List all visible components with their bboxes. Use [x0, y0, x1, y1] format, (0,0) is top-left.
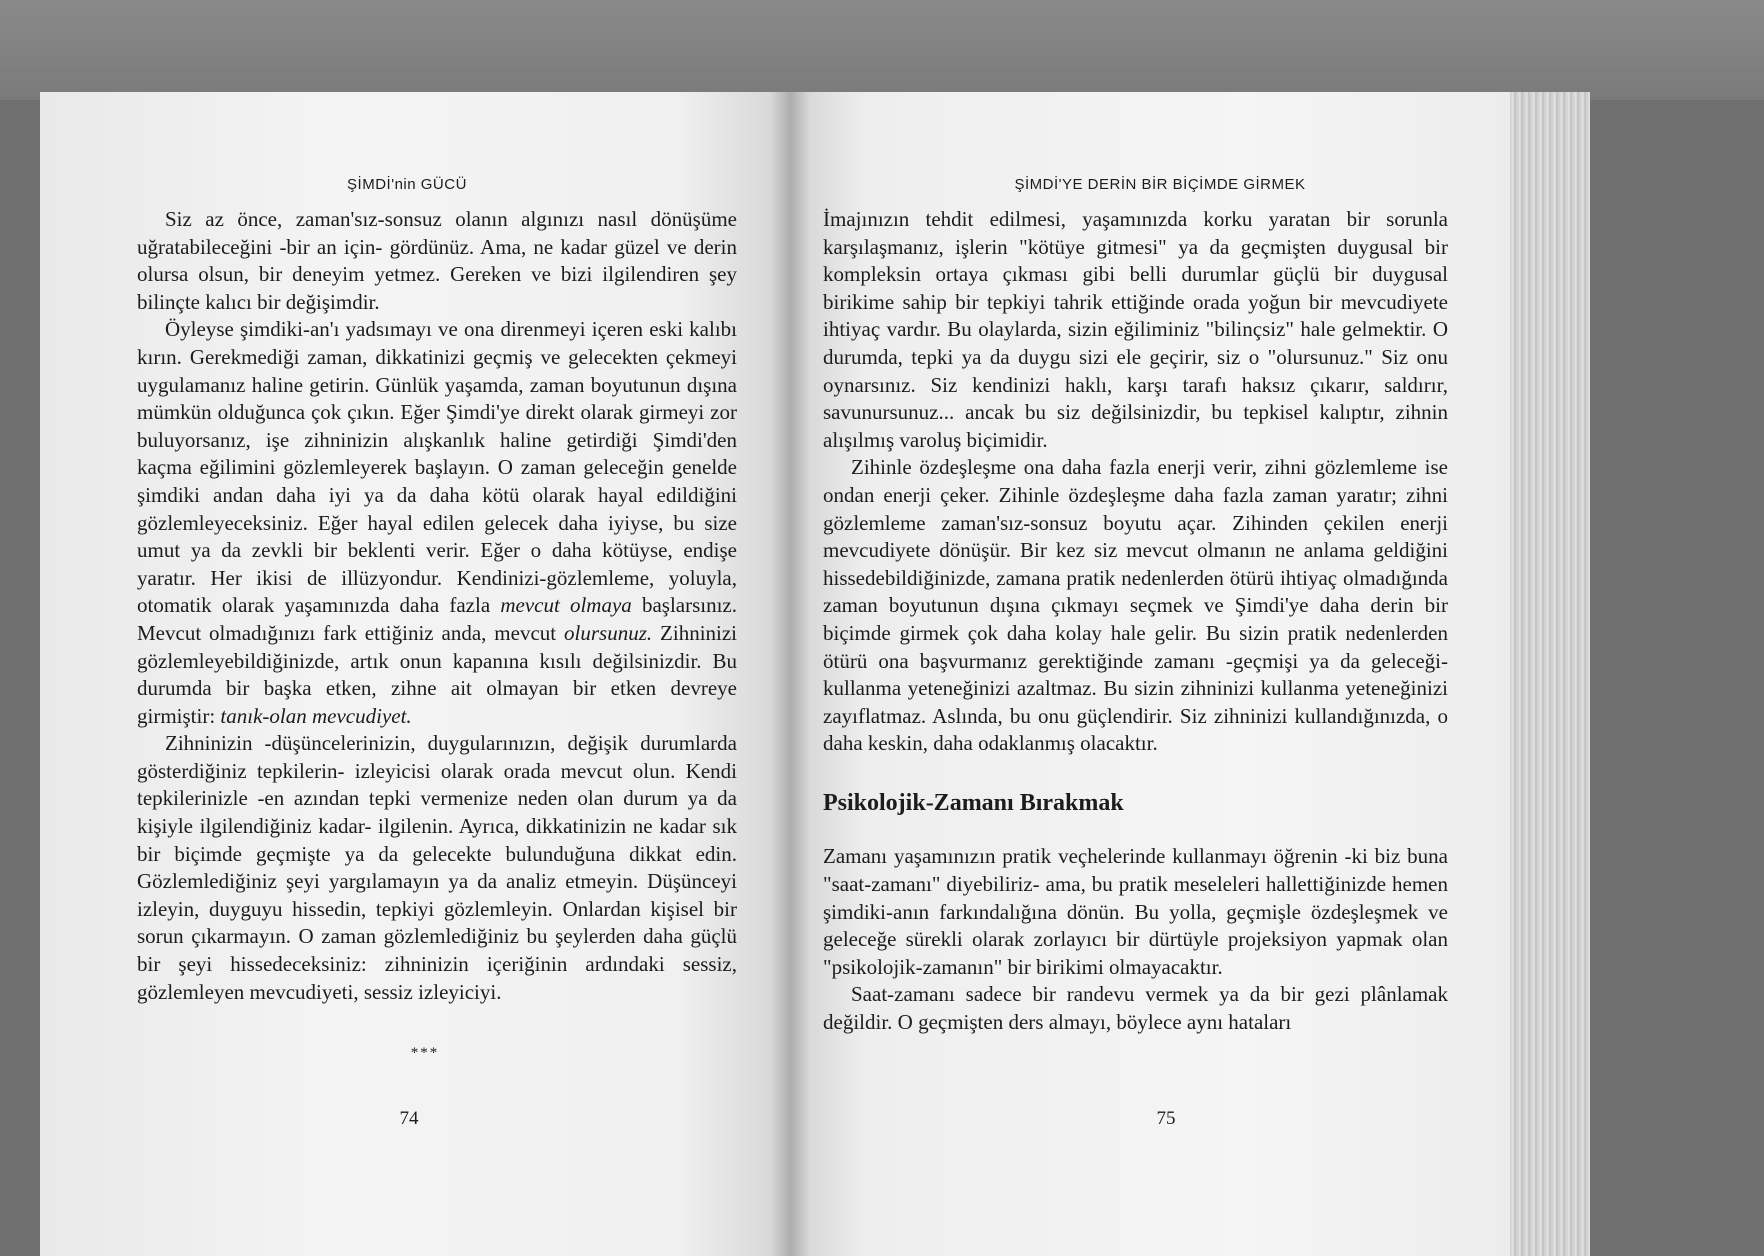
text-run: başlarsınız. Mevcut olmadığınızı fark ettiğiniz anda, mevcut — [137, 593, 738, 645]
paragraph — [137, 316, 737, 730]
right-page — [790, 92, 1550, 1256]
book-spine-shadow — [770, 92, 810, 1256]
running-head-left: ŞİMDİ'nin GÜCÜ — [347, 176, 467, 193]
left-page — [40, 92, 790, 1256]
text-run: Zihninizi gözlemleyebildiğinizde, artık onun kapanına kısılı değilsinizdir. Bu durumda bir başka etken, zihne ait olmayan bir etken devreye girmiştir: — [137, 620, 738, 728]
paragraph: İmajınızın tehdit edilmesi, yaşamınızda korku yaratan bir sorunla karşılaşmanız, işlerin "kötüye gitmesi" ya da geçmişten duygusal bir kompleksin ortaya çıkması gibi belli durumlar güçlü bir duygusal birikime sahip bir tepkiyi tahrik ettiğinde orada yoğun bir mevcudiyete ihtiyaç vardır. Bu olaylarda, sizin eğiliminiz "bilinçsiz" hale gelmektir. O durumda, tepki ya da duygu sizi ele geçirir, siz o "olursunuz." Siz onu oynarsınız. Siz kendinizi haklı, karşı tarafı haksız çıkarır, saldırır, savunursunuz... ancak bu siz değilsinizdir, bu tepkisel kalıptır, zihnin alışılmış varoluş biçimidir. — [823, 207, 1448, 452]
paragraph: Zihinle özdeşleşme ona daha fazla enerji verir, zihni gözlemleme ise ondan enerji çeker. Zihinle özdeşleşme daha fazla zaman yaratır; zihni gözlemleme zaman'sız-sonsuz boyutu açar. Zihinden çekilen enerji mevcudiyete dönüşür. Bir kez siz mevcut olmanın ne anlama geldiğini hissedebildiğinizde, zamana pratik nedenlerden ötürü ihtiyaç olmadığında zaman boyutunun dışına çıkmayı seçmek ve Şimdi'ye daha derin bir biçimde girmek çok daha kolay hale gelir. Bu sizin pratik nedenlerden ötürü ona başvurmanız gerektiğinde zamanı -geçmişi ya da geleceği- kullanma yeteneğinizi azaltmaz. Bu sizin zihninizi kullanma yeteneğinizi zayıflatmaz. Aslında, bu onu güçlendirir. Siz zihninizi kullandığınızda, o daha keskin, daha odaklanmış olacaktır. — [823, 455, 1448, 756]
section-heading: Psikolojik-Zamanı Bırakmak — [823, 789, 1124, 816]
paragraph: Siz az önce, zaman'sız-sonsuz olanın algınızı nasıl dönüşüme uğratabileceğini -bir an için- gördünüz. Ama, ne kadar güzel ve derin olursa olsun, bir deneyim yetmez. Gereken ve bizi ilgilendiren şey bilinçte kalıcı bir değişimdir. — [137, 207, 737, 314]
italic-phrase: tanık-olan mevcudiyet. — [220, 703, 412, 728]
page-number-left: 74 — [399, 1108, 419, 1129]
paragraph: Zamanı yaşamınızın pratik veçhelerinde kullanmayı öğrenin -ki biz buna "saat-zamanı" diyebiliriz- ama, bu pratik meseleleri hallettiğinizde hemen şimdiki-anın farkındalığına dönün. Bu yolla, geçmişle özdeşleşmek ve geleceğe sürekli olarak zorlayıcı bir dürtüyle projeksiyon yapmak olan "psikolojik-zamanın" bir birikimi olmayacaktır. — [823, 844, 1448, 979]
italic-phrase: olursunuz. — [564, 620, 653, 645]
paragraph: Saat-zamanı sadece bir randevu vermek ya da bir gezi plânlamak değildir. O geçmişten ders almayı, böylece aynı hataları — [823, 982, 1448, 1035]
text-run: Öyleyse şimdiki-an'ı yadsımayı ve ona direnmeyi içeren eski kalıbı kırın. Gerekmediği zaman, dikkatinizi geçmiş ve gelecekten çekmeyi uygulamanız haline getirin. Günlük yaşamda, zaman boyutunun dışına mümkün olduğunca çok çıkın. Eğer Şimdi'ye direkt olarak girmeyi zor buluyorsanız, işe zihninizin alışkanlık haline getirdiği Şimdi'den kaçma eğilimini gözlemleyerek başlayın. O zaman geleceğin genelde şimdiki andan daha iyi ya da daha kötü olarak hayal edildiğini gözlemleyeceksiniz. Eğer hayal edilen gelecek daha iyiyse, bu size umut ya da zevkli bir beklenti verir. Eğer o daha kötüyse, endişe yaratır. Her ikisi de illüzyondur. Kendinizi-gözlemleme, yoluyla, otomatik olarak yaşamınızda daha fazla — [137, 317, 737, 618]
section-separator: *** — [410, 1045, 440, 1062]
paragraph: Zihninizin -düşüncelerinizin, duygularınızın, değişik durumlarda gösterdiğiniz tepkilerin- izleyicisi olarak orada mevcut olun. Kendi tepkilerinizle -en azından tepki vermenize neden olan durum ya da kişiyle ilgilendiğiniz kadar- ilgilenin. Ayrıca, dikkatinizin ne kadar sık bir biçimde geçmişte ya da gelecekte bulunduğuna dikkat edin. Gözlemlediğiniz şeyi yargılamayın ya da analiz etmeyin. Düşünceyi izleyin, duyguyu hissedin, tepkiyi gözlemleyin. Onlardan kişisel bir sorun çıkarmayın. O zaman gözlemlediğiniz bu şeylerden daha güçlü bir şeyi hissedeceksiniz: zihninizin içeriğinin ardındaki sessiz, gözlemleyen mevcudiyeti, sessiz izleyiciyi. — [137, 731, 737, 1004]
running-head-right: ŞİMDİ'YE DERİN BİR BİÇİMDE GİRMEK — [1014, 176, 1306, 193]
book-page-edges — [1510, 92, 1590, 1256]
right-page-body — [823, 206, 1448, 1037]
scanner-background — [0, 0, 1764, 100]
italic-phrase: mevcut olmaya — [500, 593, 632, 618]
page-number-right: 75 — [1156, 1108, 1176, 1129]
left-page-body — [137, 206, 737, 1068]
